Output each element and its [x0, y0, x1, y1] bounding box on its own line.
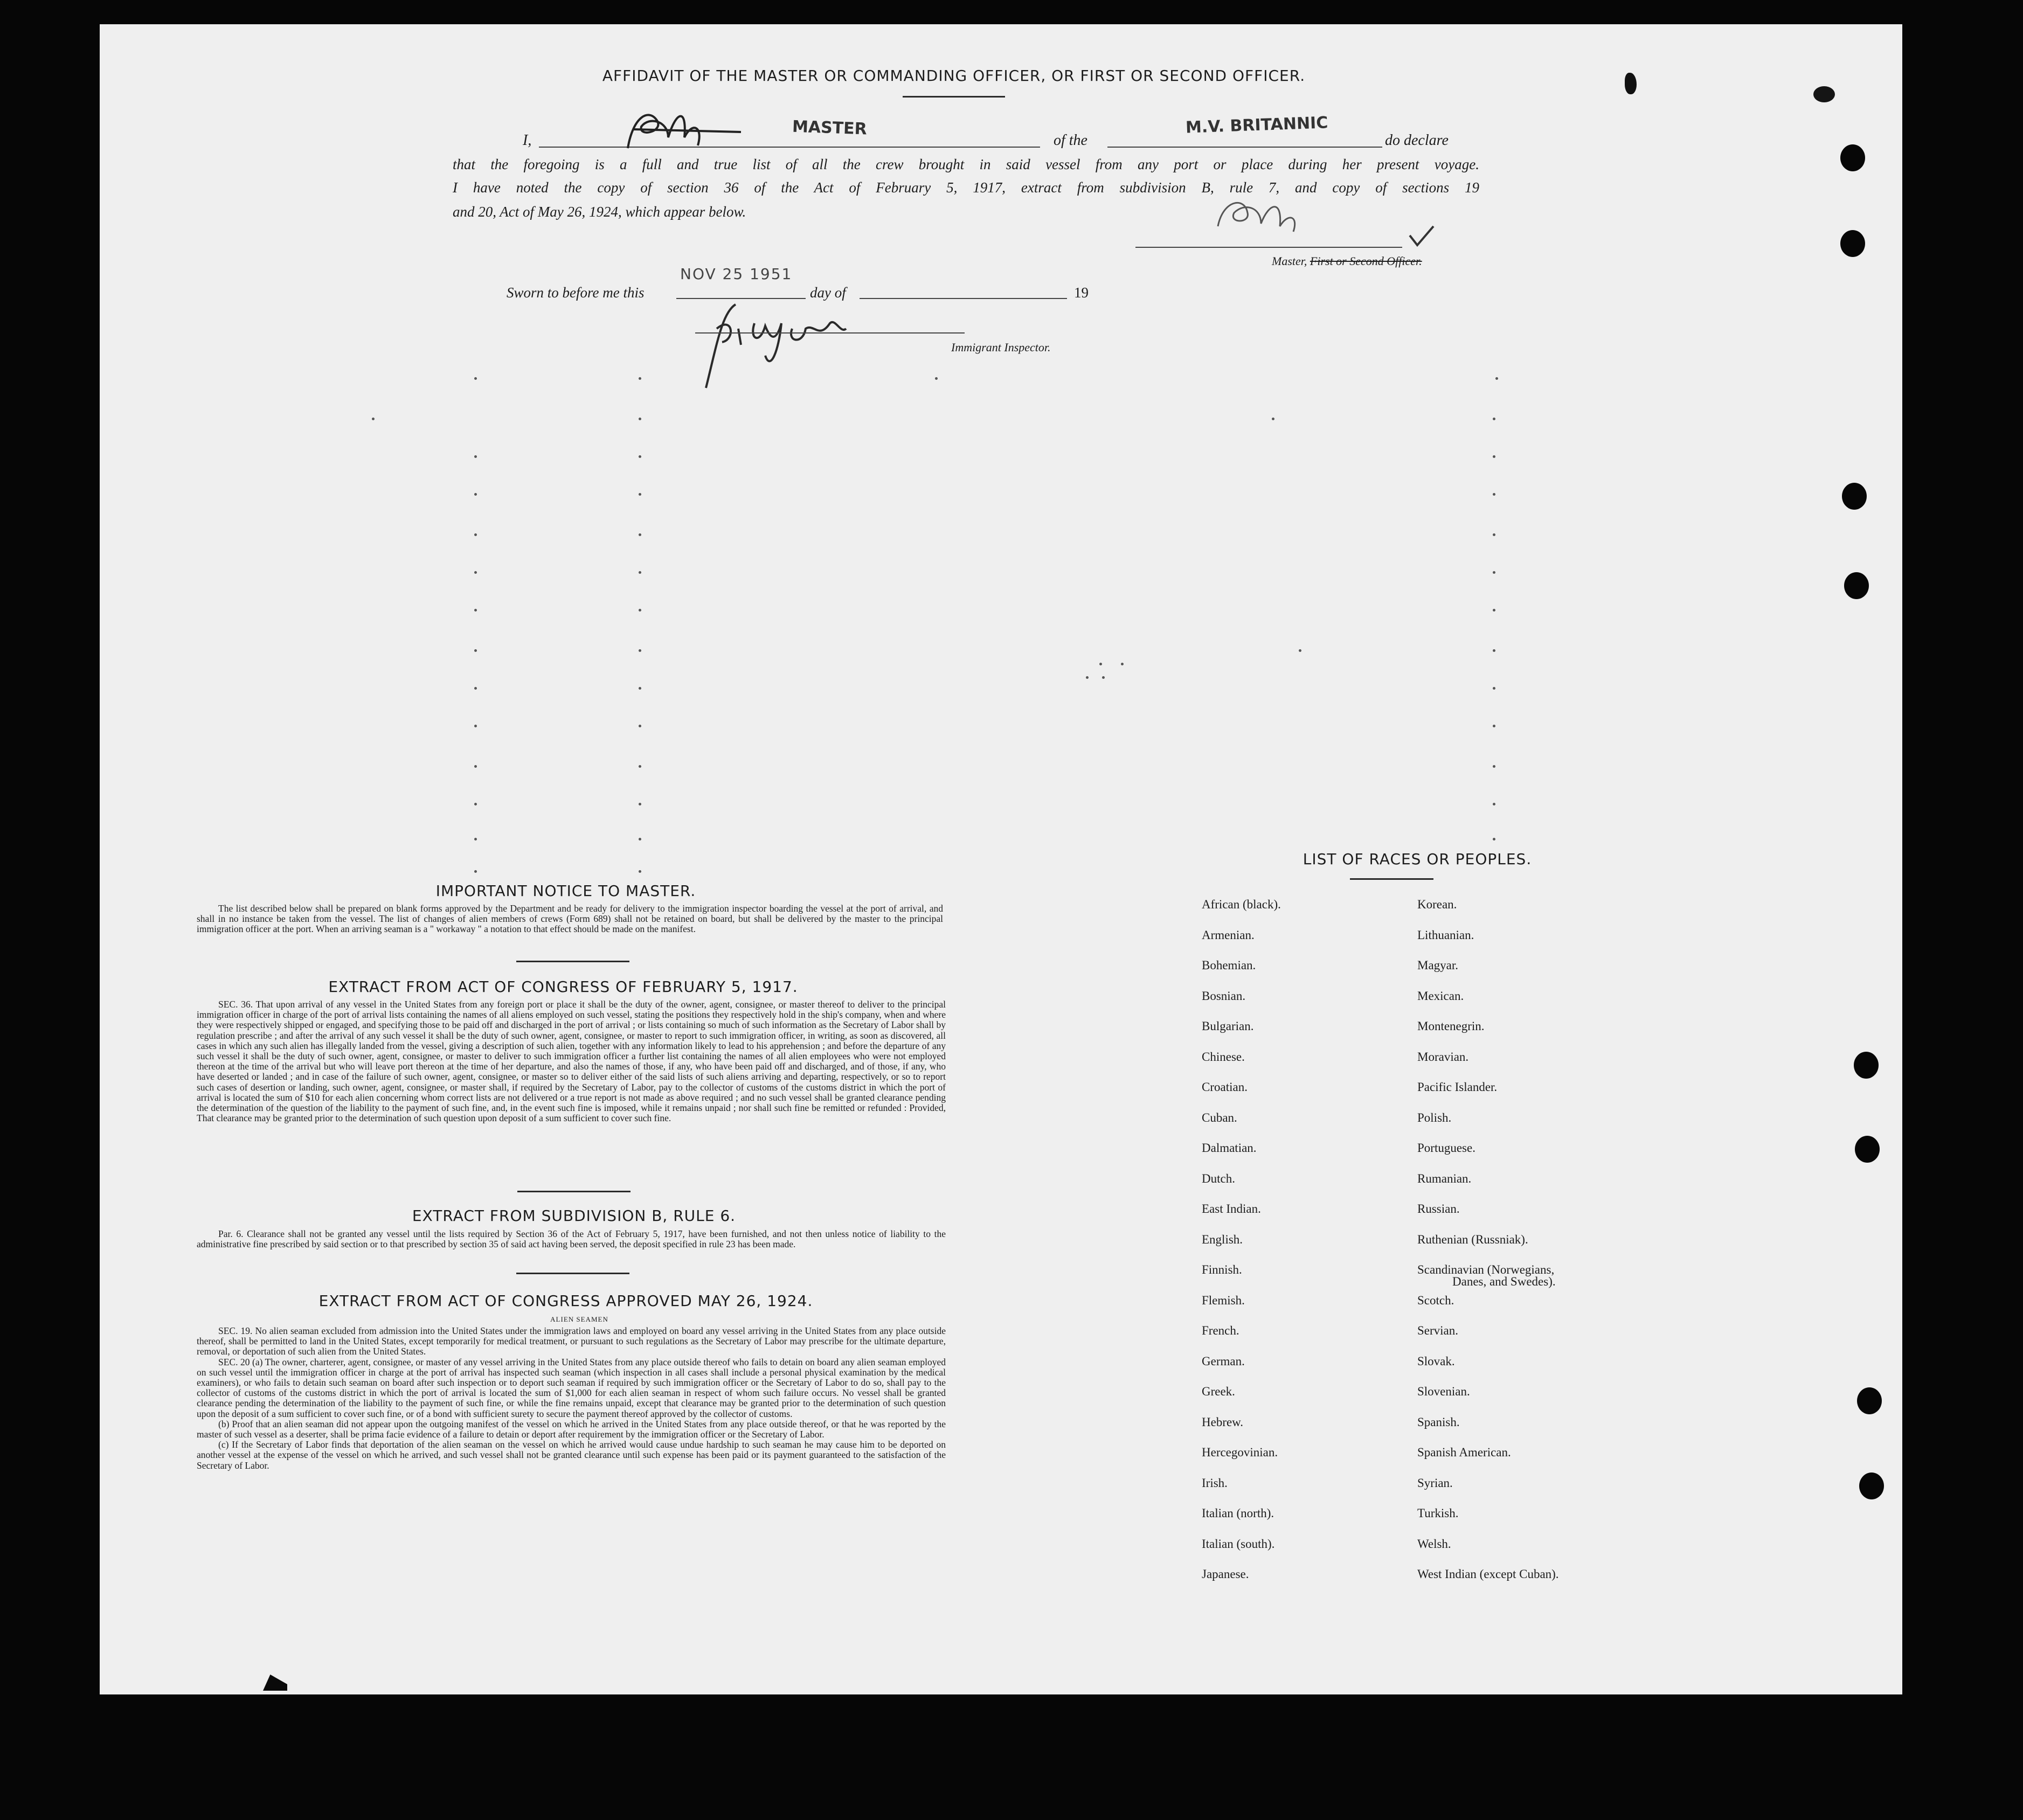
ghost-dot — [639, 455, 641, 458]
ghost-dot — [639, 687, 641, 690]
torn-corner-mark — [1625, 73, 1637, 94]
race-left-item: Dutch. — [1202, 1172, 1235, 1185]
ghost-dot — [474, 571, 477, 574]
ghost-dot — [474, 649, 477, 652]
ghost-dot — [639, 418, 641, 420]
ghost-dot — [474, 765, 477, 768]
race-right-item: Turkish. — [1417, 1506, 1459, 1520]
notice-paragraph: The list described below shall be prepared on blank forms approved by the Department and be ready for delivery to the immigration inspector boarding the vessel at the port of arrival, and shall in no instance be taken from the vessel. The list of changes of alien members of crews (Form 689) shall not be retained on board, but shall be delivered by the master to the principal immigration officer at the port. When an arriving seaman is a " workaway " a notation to that effect should be made on the manifest. — [197, 903, 943, 934]
race-left-item: German. — [1202, 1354, 1245, 1368]
ghost-dot — [1493, 493, 1495, 496]
notice-divider — [516, 961, 629, 962]
ghost-dot — [1493, 571, 1495, 574]
race-right-item: Syrian. — [1417, 1476, 1453, 1490]
master-signature-repeat — [1207, 194, 1315, 242]
race-right-item: Spanish American. — [1417, 1446, 1511, 1459]
sworn-label: Sworn to before me this — [507, 284, 645, 301]
ghost-dot — [1493, 803, 1495, 805]
affidavit-line-2: that the foregoing is a full and true list of all the crew brought in said vessel from any port or place during her present voyage. — [453, 156, 1479, 172]
signature-caption — [1272, 254, 1422, 268]
vessel-blank-line — [1107, 147, 1382, 148]
punch-hole-8 — [1859, 1472, 1884, 1499]
race-right-item: Moravian. — [1417, 1050, 1469, 1064]
ghost-dot — [639, 609, 641, 612]
affidavit-line-4: and 20, Act of May 26, 1924, which appear below. — [453, 204, 746, 220]
notice-body — [197, 904, 943, 934]
race-left-item: Greek. — [1202, 1385, 1235, 1398]
race-left-item: Dalmatian. — [1202, 1141, 1257, 1155]
subdivision-title: EXTRACT FROM SUBDIVISION B, RULE 6. — [412, 1207, 736, 1225]
punch-hole-3 — [1842, 483, 1867, 510]
race-left-item: Armenian. — [1202, 928, 1255, 942]
inspector-signature — [684, 291, 857, 393]
do-declare-label: do declare — [1385, 132, 1449, 149]
section-20c-paragraph: (c) If the Secretary of Labor finds that deportation of the alien seaman on the vessel on which he arrived would cause undue hardship to such seaman he may cause him to be deported on another vessel at the expense of the vessel on which he arrived, and such vessel shall not be granted clearance until such expense has been paid or its payment guaranteed to the satisfaction of the Secretary of Labor. — [197, 1439, 946, 1471]
ghost-dot — [474, 870, 477, 873]
vessel-stamp: M.V. BRITANNIC — [1185, 113, 1328, 137]
ghost-dot — [474, 803, 477, 805]
extract-1924-body — [197, 1326, 946, 1471]
race-right-item: Scotch. — [1417, 1294, 1454, 1307]
races-right-column — [1417, 898, 1644, 1598]
race-left-item: Bohemian. — [1202, 958, 1256, 972]
i-label: I, — [523, 132, 532, 149]
date-stamp: NOV 25 1951 — [680, 265, 793, 283]
ghost-dot — [1099, 663, 1102, 665]
torn-edge-mark — [1813, 86, 1835, 102]
race-right-item: Pacific Islander. — [1417, 1080, 1498, 1094]
race-right-item: Polish. — [1417, 1111, 1452, 1124]
ghost-dot — [1493, 725, 1495, 727]
ghost-dot — [1495, 377, 1498, 380]
ghost-dot — [474, 838, 477, 840]
punch-hole-1 — [1840, 144, 1865, 171]
title-underline — [903, 96, 1005, 98]
ghost-dot — [1493, 418, 1495, 420]
ghost-dot — [639, 725, 641, 727]
race-left-item: East Indian. — [1202, 1202, 1261, 1215]
affidavit-title: AFFIDAVIT OF THE MASTER OR COMMANDING OFFICER, OR FIRST OR SECOND OFFICER. — [602, 67, 1306, 85]
punch-hole-4 — [1844, 572, 1869, 599]
race-right-item: Slovenian. — [1417, 1385, 1470, 1398]
notice-title: IMPORTANT NOTICE TO MASTER. — [435, 882, 696, 900]
ghost-dot — [639, 765, 641, 768]
race-right-item: Korean. — [1417, 898, 1457, 911]
section-20b-paragraph: (b) Proof that an alien seaman did not appear upon the outgoing manifest of the vessel on which he arrived in the United States from any place outside thereof, or that he was reported by the master of such vessel as a deserter, shall be prima facie evidence of a failure to detain or deport after requirement by the immigration officer or the Secretary of Labor. — [197, 1418, 946, 1440]
extract-1924-title: EXTRACT FROM ACT OF CONGRESS APPROVED MAY 26, 1924. — [318, 1292, 813, 1310]
ghost-dot — [1121, 663, 1124, 665]
master-signature — [617, 105, 757, 164]
race-left-item: Flemish. — [1202, 1294, 1245, 1307]
inspector-signature-line — [695, 332, 965, 334]
section-20a-paragraph: SEC. 20 (a) The owner, charterer, agent, consignee, or master of any vessel arriving in the United States from any place outside thereof who fails to detain on board any alien seaman employed on such vessel until the immigration officer in charge at the port of arrival has inspected such seaman (which inspection in all cases shall include a personal physical examination by the medical examiners), or who fails to detain such seaman on board after such inspection or to deport such seaman if required by such immigration officer or the Secretary of Labor to do so, shall pay to the collector of customs of the customs district in which the port of arrival is located the sum of $1,000 for each alien seaman in respect of whom such failure occurs. No vessel shall be granted clearance pending the determination of the liability to the payment of such fine, or while the fine remains unpaid, except that clearance may be granted prior to the determination of such question upon the deposit of a sum sufficient to cover such fine, or of a bond with sufficient surety to secure the payment thereof approved by the collector of customs. — [197, 1356, 946, 1419]
section-19-paragraph: SEC. 19. No alien seaman excluded from admission into the United States under the immigration laws and employed on board any vessel arriving in the United States from any place outside thereof, shall be permitted to land in the United States, except temporarily for medical treatment, or pursuant to such regulations as the Secretary of Labor may prescribe for the ultimate departure, removal, or deportation of such alien from the United States. — [197, 1325, 946, 1357]
master-stamp: MASTER — [792, 117, 868, 139]
alien-seamen-subtitle: ALIEN SEAMEN — [550, 1315, 608, 1323]
race-right-item: Russian. — [1417, 1202, 1460, 1215]
master-signature-line — [1135, 247, 1402, 248]
race-left-item: English. — [1202, 1233, 1243, 1246]
race-left-item: French. — [1202, 1324, 1239, 1337]
race-right-item: Welsh. — [1417, 1537, 1451, 1551]
race-left-item: Italian (south). — [1202, 1537, 1275, 1551]
of-the-label: of the — [1054, 132, 1087, 149]
ghost-dot — [1272, 418, 1274, 420]
year-prefix: 19 — [1074, 284, 1089, 301]
race-left-item: Chinese. — [1202, 1050, 1245, 1064]
race-right-item: Servian. — [1417, 1324, 1459, 1337]
punch-hole-6 — [1855, 1136, 1880, 1163]
punch-hole-7 — [1857, 1387, 1882, 1414]
day-of-label: day of — [810, 284, 846, 301]
ghost-dot — [639, 493, 641, 496]
race-left-item: Croatian. — [1202, 1080, 1248, 1094]
ghost-dot — [474, 455, 477, 458]
race-left-item: Finnish. — [1202, 1263, 1242, 1276]
extract-1917-body — [197, 999, 946, 1123]
ghost-dot — [1493, 838, 1495, 840]
race-right-item: Montenegrin. — [1417, 1019, 1485, 1033]
ghost-dot — [639, 571, 641, 574]
ghost-dot — [1493, 455, 1495, 458]
ghost-dot — [474, 725, 477, 727]
ghost-dot — [1493, 533, 1495, 536]
ghost-dot — [474, 377, 477, 380]
ghost-dot — [1299, 649, 1301, 652]
ghost-dot — [372, 418, 375, 420]
race-right-item: Magyar. — [1417, 958, 1459, 972]
race-left-item: Cuban. — [1202, 1111, 1237, 1124]
ghost-dot — [639, 649, 641, 652]
ghost-dot — [639, 838, 641, 840]
race-left-item: Bosnian. — [1202, 989, 1246, 1003]
ghost-dot — [474, 609, 477, 612]
ghost-dot — [1493, 609, 1495, 612]
ghost-dot — [639, 870, 641, 873]
race-right-item: Scandinavian (Norwegians, — [1417, 1263, 1555, 1276]
race-right-item: West Indian (except Cuban). — [1417, 1567, 1559, 1581]
ghost-dot — [474, 687, 477, 690]
race-right-item: Lithuanian. — [1417, 928, 1474, 942]
ghost-dot — [474, 493, 477, 496]
ghost-dot — [474, 533, 477, 536]
ghost-dot — [639, 803, 641, 805]
ghost-dot — [1493, 649, 1495, 652]
race-right-item: Portuguese. — [1417, 1141, 1475, 1155]
punch-hole-2 — [1840, 230, 1865, 257]
race-left-item: Hebrew. — [1202, 1415, 1244, 1429]
name-blank-line — [539, 147, 1040, 148]
races-title: LIST OF RACES OR PEOPLES. — [1303, 850, 1532, 868]
ghost-dot — [935, 377, 938, 380]
race-left-item: Bulgarian. — [1202, 1019, 1254, 1033]
caption-struck-officer: First or Second Officer. — [1310, 254, 1422, 268]
extract-1917-title: EXTRACT FROM ACT OF CONGRESS OF FEBRUARY 5, 1917. — [328, 978, 798, 996]
ghost-dot — [1086, 676, 1089, 679]
race-left-item: Hercegovinian. — [1202, 1446, 1278, 1459]
race-right-item: Slovak. — [1417, 1354, 1455, 1368]
race-right-item: Ruthenian (Russniak). — [1417, 1233, 1528, 1246]
punch-hole-5 — [1854, 1052, 1879, 1079]
race-right-item: Spanish. — [1417, 1415, 1460, 1429]
subdivision-body — [197, 1229, 946, 1249]
race-right-item: Mexican. — [1417, 989, 1464, 1003]
check-mark-icon — [1405, 224, 1438, 251]
race-left-item: Japanese. — [1202, 1567, 1249, 1581]
section-36-paragraph: SEC. 36. That upon arrival of any vessel in the United States from any foreign port or place it shall be the duty of the owner, agent, consignee, or master thereof to deliver to the principal immigration officer in charge of the port of arrival lists containing the names of all aliens employed on such vessel, stating the positions they respectively hold in the ship's company, when and where they were respectively shipped or engaged, and specifying those to be paid off and discharged in the port of arrival ; or lists containing so much of such information as the Secretary of Labor shall by regulation prescribe ; and after the arrival of any such vessel it shall be the duty of such owner, agent, consignee, or master to report to such immigration officer, in writing, as soon as discovered, all cases in which any such alien has illegally landed from the vessel, giving a description of such alien, together with any information likely to lead to his apprehension ; and before the departure of any such vessel it shall be the duty of such owner, agent, consignee, or master to deliver to such immigration officer a further list containing the names of all alien employees who were not employed thereon at the time of the arrival but who will leave port thereon at the time of her departure, and also the names of those, if any, who have been paid off and discharged, and of those, if any, who have deserted or landed ; and in case of the failure of such owner, agent, consignee, or master so to deliver either of the said lists of such aliens arriving and departing, respectively, or so to report such cases of desertion or landing, such owner, agent, consignee, or master shall, if required by the Secretary of Labor, pay to the collector of customs of the customs district in which the port of arrival is located the sum of $10 for each alien concerning whom correct lists are not delivered or a true report is not made as above required ; and no such vessel shall be granted clearance pending the determination of the question of the liability to the payment of such fine, and, in the event such fine is imposed, while it remains unpaid ; nor shall such fine be remitted or refunded : Provided, That clearance may be granted prior to the determination of such question upon deposit of a sum sufficient to cover such fine. — [197, 999, 946, 1124]
ghost-dot — [639, 533, 641, 536]
race-right-item: Rumanian. — [1417, 1172, 1472, 1185]
ghost-dot — [1493, 687, 1495, 690]
paragraph-6: Par. 6. Clearance shall not be granted any vessel until the lists required by Section 36 of the Act of February 5, 1917, have been furnished, and not then unless notice of liability to the administrative fine prescribed by said section or to that prescribed by section 35 of said act having been served, the deposit specified in rule 23 has been made. — [197, 1228, 946, 1250]
race-right-item-continued: Danes, and Swedes). — [1452, 1275, 1556, 1288]
affidavit-line-3: I have noted the copy of section 36 of the Act of February 5, 1917, extract from subdivision B, rule 7, and copy of sections 19 — [453, 179, 1479, 196]
ghost-dot — [1493, 765, 1495, 768]
subdivision-divider — [516, 1273, 629, 1274]
inspector-caption: Immigrant Inspector. — [951, 341, 1051, 354]
race-left-item: Irish. — [1202, 1476, 1228, 1490]
ghost-dot — [639, 377, 641, 380]
race-left-item: Italian (north). — [1202, 1506, 1274, 1520]
races-title-underline — [1350, 878, 1433, 880]
ghost-dot — [1102, 676, 1105, 679]
race-left-item: African (black). — [1202, 898, 1281, 911]
caption-master: Master, — [1272, 254, 1307, 268]
sworn-month-line — [860, 298, 1067, 299]
extract-1917-divider — [517, 1191, 631, 1192]
